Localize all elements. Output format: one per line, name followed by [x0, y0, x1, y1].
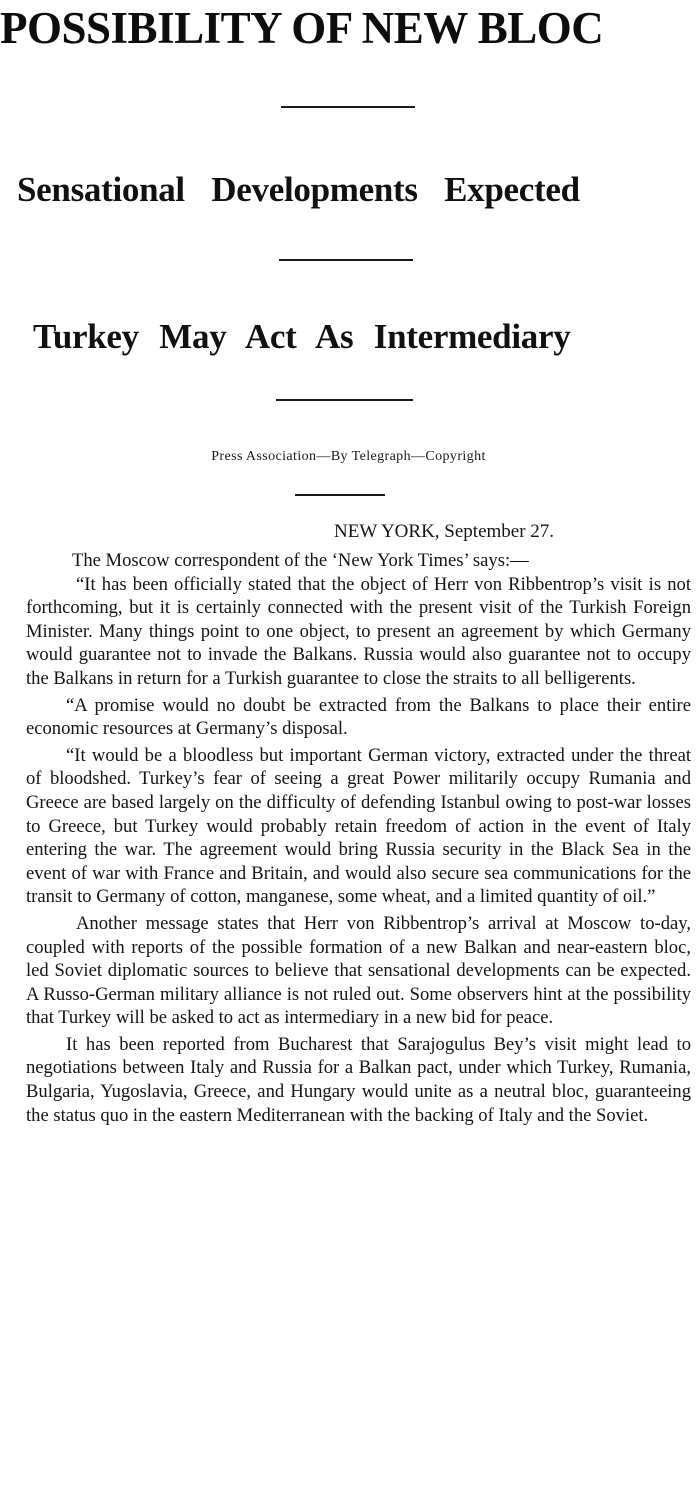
article-paragraph: The Moscow correspondent of the ‘New York Times’ says:— — [72, 550, 529, 571]
article-body — [26, 549, 691, 1127]
article-paragraph: “A promise would no doubt be extracted from the Balkans to place their entire economic resources at Germany’s disposal. — [26, 694, 691, 740]
subheadline-rule-1 — [279, 259, 413, 261]
main-headline: POSSIBILITY OF NEW BLOC — [0, 3, 604, 53]
subheadline-intermediary: Turkey May Act As Intermediary — [33, 317, 571, 356]
dateline: NEW YORK, September 27. — [334, 521, 555, 542]
subheadline-rule-2 — [276, 399, 413, 401]
wire-credit: Press Association—By Telegraph—Copyright — [211, 449, 486, 464]
article-paragraph: Another message states that Herr von Ribbentrop’s arrival at Moscow to-day, coupled with reports of the possible formation of a new Balkan and near-eastern bloc, led Soviet diplomatic sources to believe that sensational developments can be expected. A Russo-German military alliance is not ruled out. Some observers hint at the possibility that Turkey will be asked to act as intermediary in a new bid for peace. — [26, 912, 691, 1029]
article-paragraph: “It would be a bloodless but important German victory, extracted under the threat of bloodshed. Turkey’s fear of seeing a great Power militarily occupy Rumania and Greece are based largely on the difficulty of defending Istanbul owing to post-war losses to Greece, but Turkey would probably retain freedom of action in the event of Italy entering the war. The agreement would bring Russia security in the Black Sea in the event of war with France and Britain, and would also secure sea communications for the transit to Germany of cotton, manganese, some wheat, and a limited quantity of oil.” — [26, 744, 691, 908]
credit-rule — [295, 494, 385, 496]
article-paragraph: “It has been officially stated that the object of Herr von Ribbentrop’s visit is not forthcoming, but it is certainly connected with the present visit of the Turkish Foreign Minister. Many things point to one object, to present an agreement by which Germany would guarantee not to invade the Balkans. Russia would also guarantee not to occupy the Balkans in return for a Turkish guarantee to close the straits to all belligerents. — [26, 573, 691, 689]
subheadline-developments: Sensational Developments Expected — [17, 170, 580, 209]
article-paragraph: It has been reported from Bucharest that Sarajogulus Bey’s visit might lead to negotiations between Italy and Russia for a Balkan pact, under which Turkey, Rumania, Bulgaria, Yugoslavia, Greece, and Hungary would unite as a neutral bloc, guaranteeing the status quo in the eastern Mediterranean with the backing of Italy and the Soviet. — [26, 1033, 691, 1126]
headline-rule — [281, 106, 415, 108]
